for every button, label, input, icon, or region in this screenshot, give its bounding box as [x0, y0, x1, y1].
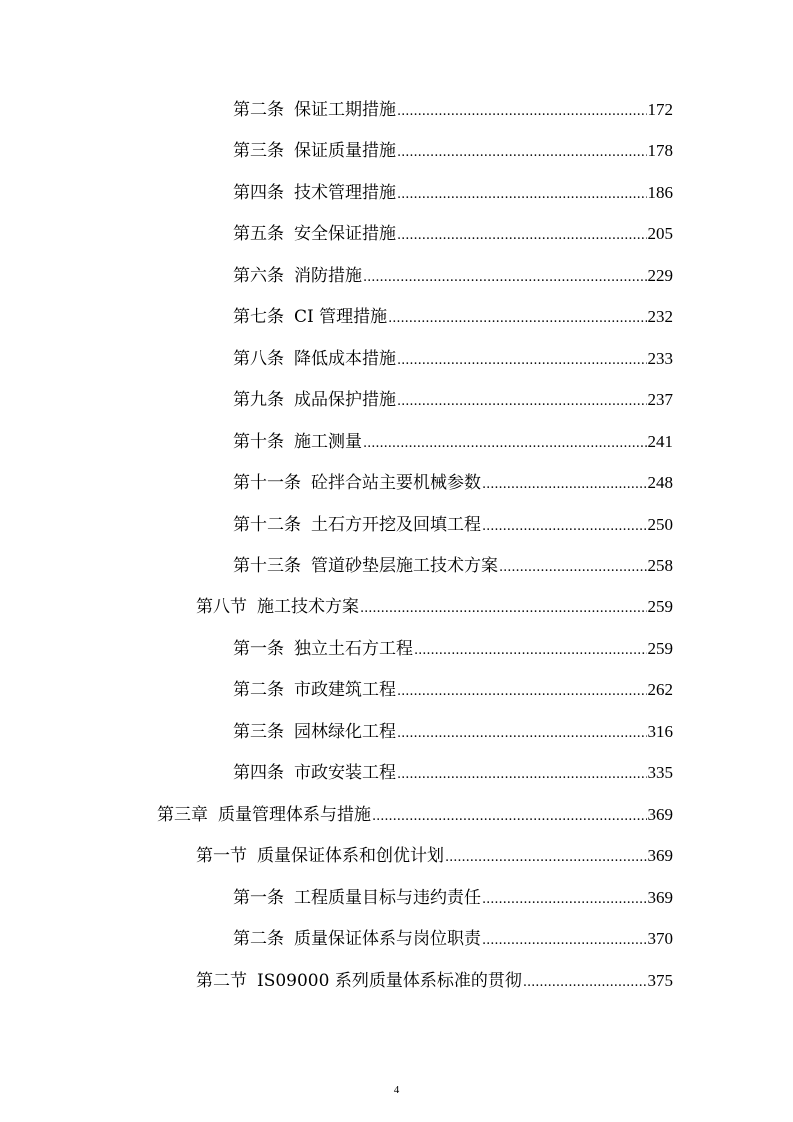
toc-entry-number: 第三条: [233, 141, 284, 161]
toc-entry-title: 工程质量目标与违约责任: [294, 888, 481, 908]
toc-entry-title: 保证工期措施: [294, 100, 396, 120]
toc-entry-title: CI 管理措施: [294, 307, 388, 327]
toc-entry[interactable]: [233, 926, 673, 952]
toc-leader-dots: [360, 596, 647, 622]
toc-entry-number: 第三条: [233, 722, 284, 742]
toc-entry-number: 第六条: [233, 266, 284, 286]
toc-entry-title: 质量保证体系和创优计划: [257, 846, 444, 866]
toc-entry[interactable]: [233, 138, 673, 164]
toc-entry[interactable]: [233, 180, 673, 206]
toc-entry-number: 第十一条: [233, 473, 301, 493]
toc-entry[interactable]: [233, 760, 673, 786]
toc-leader-dots: [372, 804, 647, 830]
toc-entry-title: 保证质量措施: [294, 141, 396, 161]
toc-entry-page: 370: [647, 929, 673, 948]
toc-leader-dots: [397, 348, 647, 374]
toc-entry-title: 技术管理措施: [294, 183, 396, 203]
toc-entry[interactable]: [233, 512, 673, 538]
toc-leader-dots: [499, 555, 647, 581]
toc-entry-number: 第一节: [196, 846, 247, 866]
toc-entry[interactable]: [157, 802, 673, 828]
toc-entry-title: 质量保证体系与岗位职责: [294, 929, 481, 949]
toc-entry-number: 第一条: [233, 888, 284, 908]
toc-entry-title: 成品保护措施: [294, 390, 396, 410]
toc-entry-number: 第一条: [233, 639, 284, 659]
page-number: 4: [393, 1084, 400, 1096]
toc-entry-number: 第四条: [233, 763, 284, 783]
toc-entry-title: 土石方开挖及回填工程: [311, 515, 481, 535]
toc-entry-number: 第三章: [157, 805, 208, 825]
toc-entry-number: 第二条: [233, 680, 284, 700]
toc-entry[interactable]: [196, 594, 673, 620]
toc-entry-title: 市政安装工程: [294, 763, 396, 783]
toc-entry-page: 186: [647, 183, 673, 202]
toc-entry[interactable]: [233, 553, 673, 579]
toc-entry-page: 250: [647, 515, 673, 534]
toc-leader-dots: [482, 472, 647, 498]
toc-entry-title: 消防措施: [294, 266, 362, 286]
toc-entry-title: 市政建筑工程: [294, 680, 396, 700]
toc-entry-page: 178: [647, 141, 673, 160]
toc-leader-dots: [482, 887, 647, 913]
toc-entry-page: 237: [647, 390, 673, 409]
toc-entry-number: 第八节: [196, 597, 247, 617]
toc-leader-dots: [397, 99, 647, 125]
toc-entry-title: 砼拌合站主要机械参数: [311, 473, 481, 493]
toc-entry-number: 第七条: [233, 307, 284, 327]
toc-entry-number: 第五条: [233, 224, 284, 244]
toc-entry-page: 262: [647, 680, 673, 699]
toc-entry-page: 369: [647, 846, 673, 865]
toc-entry[interactable]: [233, 304, 673, 330]
toc-entry-title: 施工测量: [294, 432, 362, 452]
toc-entry-page: 369: [647, 805, 673, 824]
toc-leader-dots: [397, 679, 647, 705]
toc-leader-dots: [363, 431, 647, 457]
toc-entry-number: 第八条: [233, 349, 284, 369]
toc-entry[interactable]: [233, 636, 673, 662]
toc-entry-title: 施工技术方案: [257, 597, 359, 617]
toc-entry-title: IS09000 系列质量体系标准的贯彻: [257, 971, 522, 991]
toc-entry-page: 233: [647, 349, 673, 368]
toc-leader-dots: [397, 182, 647, 208]
toc-entry-page: 258: [647, 556, 673, 575]
toc-leader-dots: [482, 514, 647, 540]
toc-leader-dots: [523, 970, 647, 996]
toc-leader-dots: [397, 223, 647, 249]
toc-entry-title: 降低成本措施: [294, 349, 396, 369]
toc-entry[interactable]: [233, 719, 673, 745]
toc-entry-number: 第九条: [233, 390, 284, 410]
toc-entry-title: 安全保证措施: [294, 224, 396, 244]
toc-entry-title: 园林绿化工程: [294, 722, 396, 742]
toc-entry[interactable]: [196, 968, 673, 994]
toc-entry-number: 第十三条: [233, 556, 301, 576]
toc-entry-page: 259: [647, 597, 673, 616]
toc-leader-dots: [397, 389, 647, 415]
toc-entry[interactable]: [196, 843, 673, 869]
toc-entry[interactable]: [233, 221, 673, 247]
toc-entry-page: 229: [647, 266, 673, 285]
toc-entry[interactable]: [233, 677, 673, 703]
toc-leader-dots: [445, 845, 647, 871]
toc-entry-page: 375: [647, 971, 673, 990]
toc-leader-dots: [397, 140, 647, 166]
toc-entry-number: 第十二条: [233, 515, 301, 535]
toc-leader-dots: [482, 928, 647, 954]
toc-entry-number: 第二节: [196, 971, 247, 991]
toc-entry[interactable]: [233, 263, 673, 289]
toc-entry[interactable]: [233, 470, 673, 496]
toc-entry[interactable]: [233, 97, 673, 123]
toc-entry-number: 第四条: [233, 183, 284, 203]
toc-leader-dots: [397, 721, 647, 747]
toc-entry-number: 第十条: [233, 432, 284, 452]
toc-leader-dots: [388, 306, 646, 332]
toc-entry-title: 管道砂垫层施工技术方案: [311, 556, 498, 576]
toc-entry-number: 第二条: [233, 929, 284, 949]
toc-entry-number: 第二条: [233, 100, 284, 120]
toc-entry-page: 241: [647, 432, 673, 451]
toc-entry-page: 335: [647, 763, 673, 782]
toc-entry-page: 205: [647, 224, 673, 243]
toc-entry-page: 172: [647, 100, 673, 119]
toc-entry-title: 质量管理体系与措施: [218, 805, 371, 825]
toc-entry[interactable]: [233, 387, 673, 413]
toc-leader-dots: [363, 265, 647, 291]
toc-entry-page: 259: [647, 639, 673, 658]
toc-entry-page: 248: [647, 473, 673, 492]
toc-entry-page: 369: [647, 888, 673, 907]
toc-entry-title: 独立土石方工程: [294, 639, 413, 659]
toc-entry-page: 316: [647, 722, 673, 741]
toc-leader-dots: [397, 762, 647, 788]
toc-entry[interactable]: [233, 346, 673, 372]
toc-entry[interactable]: [233, 885, 673, 911]
toc-entry-page: 232: [647, 307, 673, 326]
toc-entry[interactable]: [233, 429, 673, 455]
toc-leader-dots: [414, 638, 647, 664]
